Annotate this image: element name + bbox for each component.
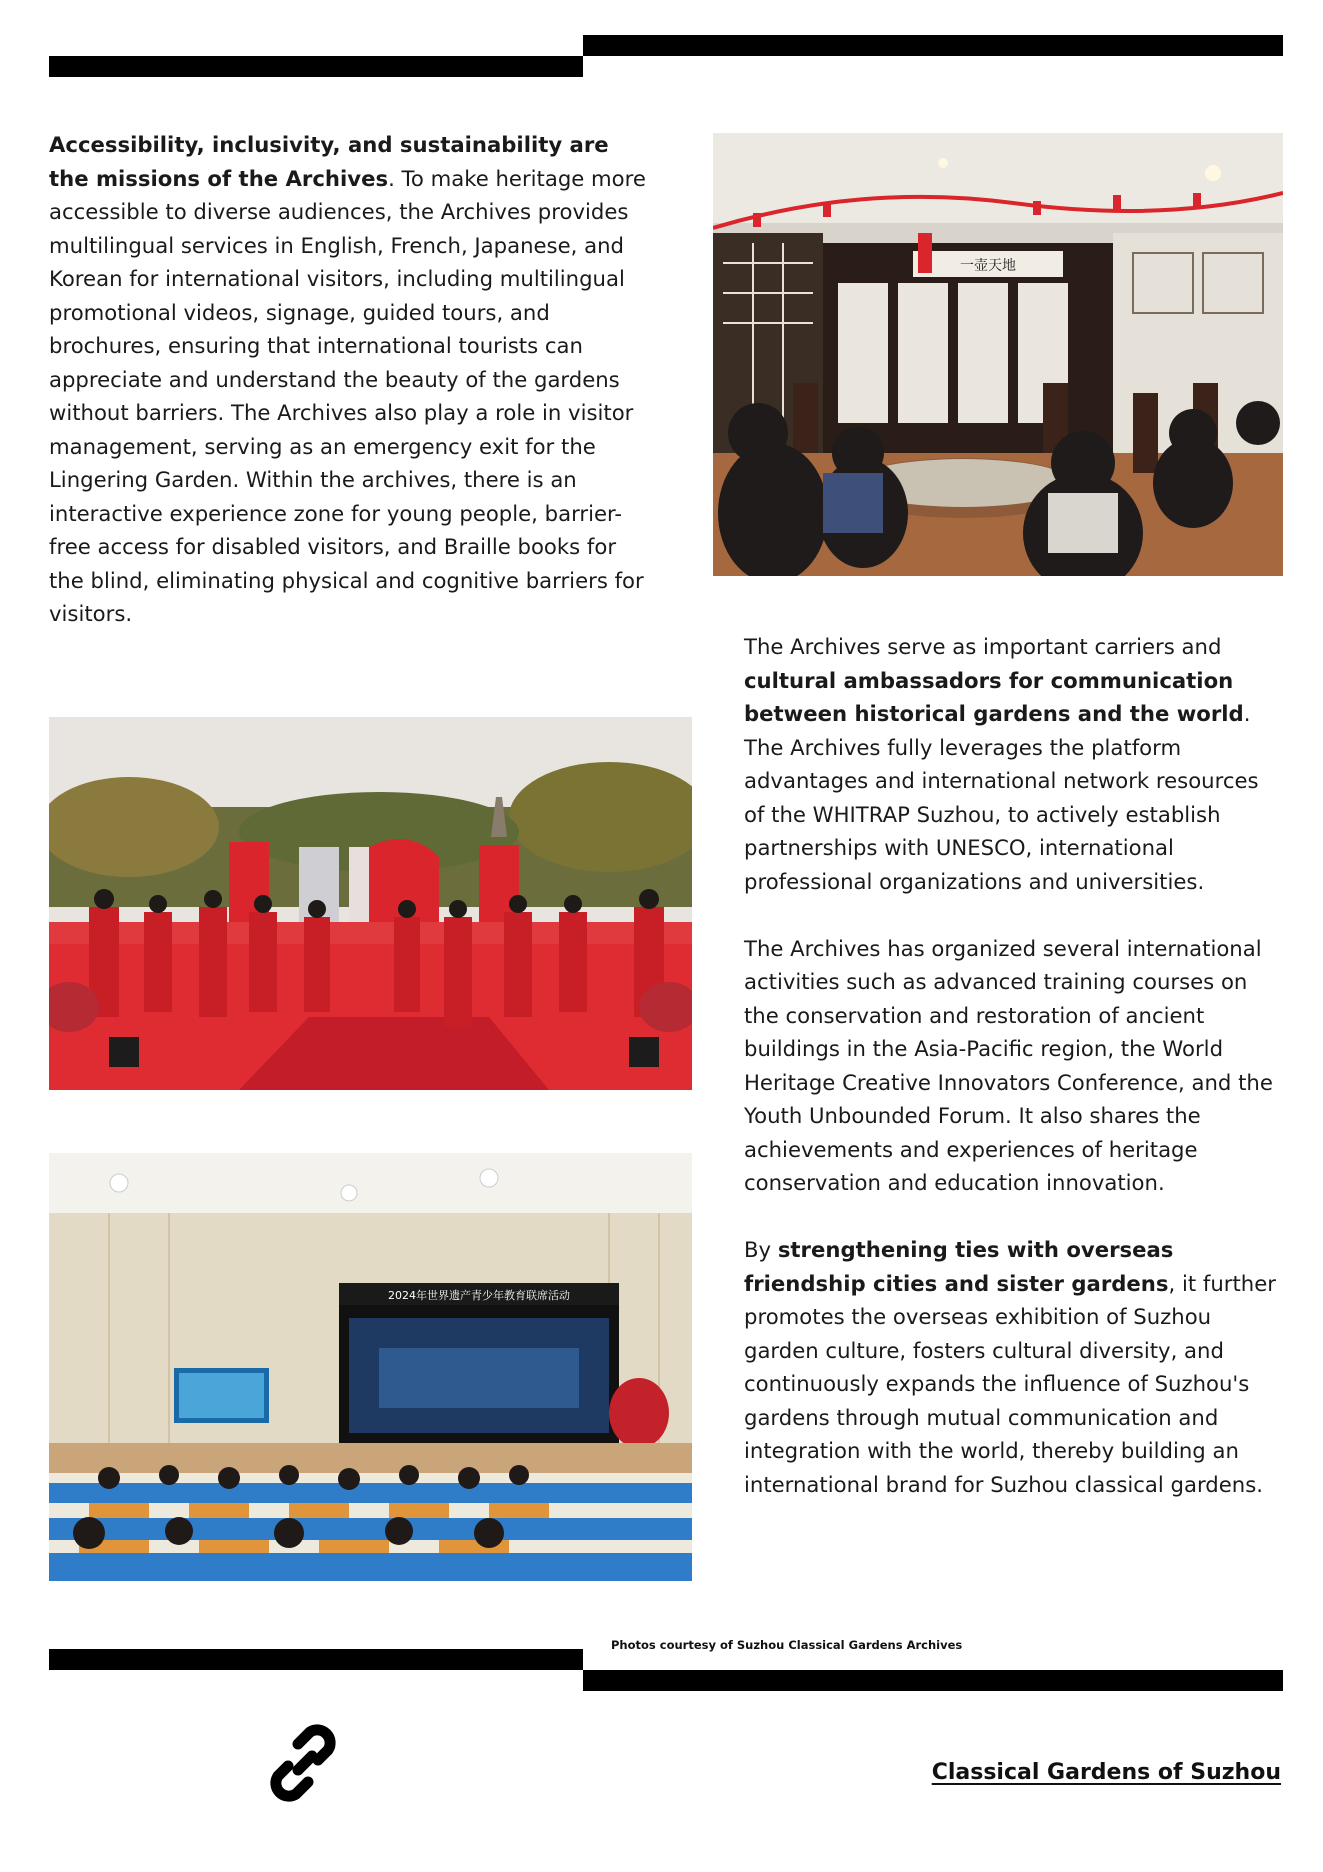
- top-bar-left: [49, 56, 583, 77]
- screen-banner: 2024年世界遗产青少年教育联席活动: [388, 1289, 570, 1302]
- right-paragraph-3: [744, 1233, 1279, 1501]
- right-p1-pre: The Archives serve as important carriers and: [744, 634, 1222, 659]
- left-paragraph: [49, 128, 649, 631]
- left-body: . To make heritage more accessible to diverse audiences, the Archives provides multilingual services in English, French, Japanese, and Korean for international visitors, including multilingual promotional videos, signage, guided tours, and brochures, ensuring that international tourists can appreciate and understand the beauty of the gardens without barriers. The Archives also play a role in visitor management, serving as an emergency exit for the Lingering Garden. Within the archives, there is an interactive experience zone for young people, barrier-free access for disabled visitors, and Braille books for the blind, eliminating physical and cognitive barriers for visitors.: [49, 165, 646, 626]
- right-p3-pre: By: [744, 1237, 778, 1262]
- link-icon[interactable]: [258, 1718, 348, 1808]
- photo-auditorium: [49, 1153, 692, 1581]
- right-paragraph-2: The Archives has organized several international activities such as advanced training courses on the conservation and restoration of ancient buildings in the Asia-Pacific region, the World Heritage Creative Innovators Conference, and the Youth Unbounded Forum. It also shares the achievements and experiences of heritage conservation and education innovation.: [744, 935, 1273, 1195]
- right-paragraph-1: [744, 630, 1279, 898]
- right-p1-post: . The Archives fully leverages the platform advantages and international network resources of the WHITRAP Suzhou, to actively establish partnerships with UNESCO, international professional organizations and universities.: [744, 701, 1259, 894]
- right-p1-bold: cultural ambassadors for communication between historical gardens and the world: [744, 667, 1244, 726]
- photo-credit: Photos courtesy of Suzhou Classical Gardens Archives: [611, 1638, 963, 1652]
- plaque-text: 一壶天地: [960, 258, 1016, 274]
- right-p3-bold: strengthening ties with overseas friendship cities and sister gardens: [744, 1237, 1174, 1296]
- left-bold-lead: Accessibility, inclusivity, and sustainability are the missions of the Archives: [49, 132, 609, 191]
- photo-ceremony: [49, 717, 692, 1090]
- footer-title[interactable]: Classical Gardens of Suzhou: [931, 1760, 1281, 1785]
- right-text: [744, 630, 1279, 1501]
- top-bar-right: [583, 35, 1283, 56]
- photo-meeting-room: [713, 133, 1283, 576]
- right-p3-post: , it further promotes the overseas exhibition of Suzhou garden culture, fosters cultural diversity, and continuously expands the influence of Suzhou's gardens through mutual communication and integration with the world, thereby building an international brand for Suzhou classical gardens.: [744, 1270, 1276, 1497]
- bottom-bar-left: [49, 1649, 583, 1670]
- bottom-bar-right: [583, 1670, 1283, 1691]
